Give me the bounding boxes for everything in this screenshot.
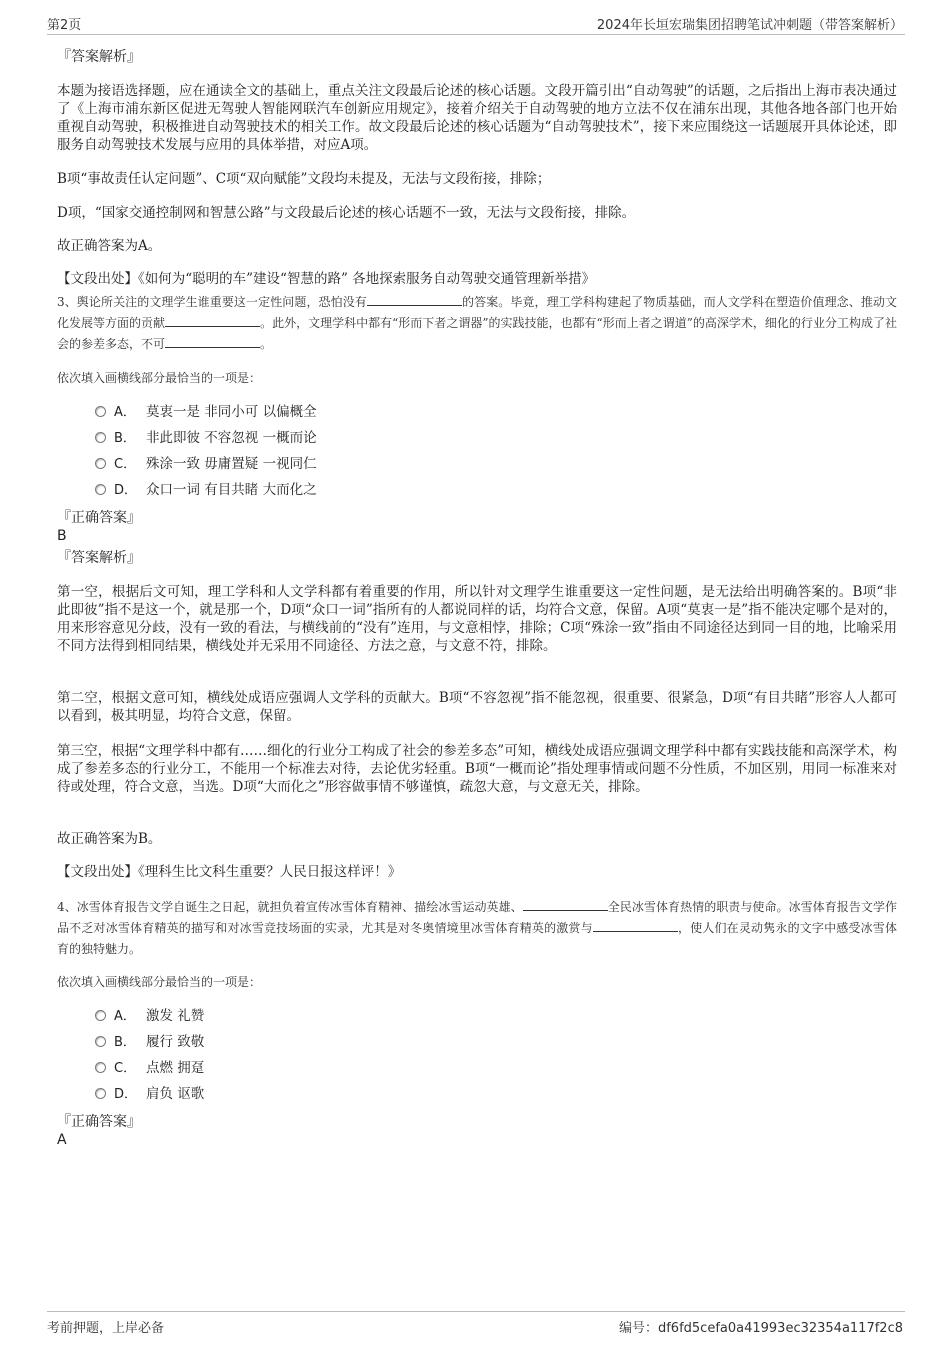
radio-icon[interactable] — [95, 1062, 106, 1073]
analysis-paragraph: 第三空，根据“文理学科中都有……细化的行业分工构成了社会的参差多态”可知，横线处成语应强调文理学科中都有实践技能和高深学术，构成了参差多态的行业分工，不能用一个标准去对待，去论优劣轻重。B项“一概而论”指处理事情或问题不分性质，不加区别，用同一标准来对待或处理，符合文意，当选。D项“大而化之”形容做事情不够谨慎，疏忽大意，与文意无关，排除。 — [57, 743, 897, 795]
answer-conclusion: 故正确答案为A。 — [57, 238, 162, 254]
analysis-label-q2: 『答案解析』 — [57, 49, 141, 65]
fill-blank — [165, 313, 260, 327]
page-footer — [47, 1311, 905, 1334]
option-b[interactable]: B． 履行 致敬 — [95, 1033, 204, 1052]
radio-icon[interactable] — [95, 406, 106, 417]
question-instruction: 依次填入画横线部分最恰当的一项是： — [57, 975, 262, 989]
option-d[interactable]: D． 众口一词 有目共睹 大而化之 — [95, 481, 317, 500]
radio-icon[interactable] — [95, 484, 106, 495]
page-header — [47, 12, 905, 35]
radio-icon[interactable] — [95, 1036, 106, 1047]
option-a[interactable]: A． 激发 礼赞 — [95, 1007, 204, 1026]
analysis-paragraph: B项“事故责任认定问题”、C项“双向赋能”文段均未提及，无法与文段衔接，排除； — [57, 171, 551, 187]
fill-blank — [367, 292, 462, 306]
document-title: 2024年长垣宏瑞集团招聘笔试冲刺题（带答案解析） — [596, 18, 903, 33]
footer-slogan: 考前押题，上岸必备 — [47, 1321, 165, 1336]
analysis-label: 『答案解析』 — [57, 550, 141, 566]
analysis-paragraph: 第二空，根据文意可知，横线处成语应强调人文学科的贡献大。B项“不容忽视”指不能忽视，很重要、很紧急，D项“有目共睹”形容人人都可以看到，极其明显，均符合文意，保留。 — [57, 690, 897, 724]
passage-source: 【文段出处】《如何为“聪明的车”建设“智慧的路” 各地探索服务自动驾驶交通管理新举措》 — [57, 271, 596, 287]
passage-source: 【文段出处】《理科生比文科生重要？人民日报这样评！》 — [57, 864, 402, 880]
radio-icon[interactable] — [95, 1088, 106, 1099]
radio-icon[interactable] — [95, 432, 106, 443]
document-code: 编号：df6fd5cefa0a41993ec32354a117f2c8 — [618, 1321, 903, 1336]
correct-answer: A — [57, 1132, 67, 1148]
correct-answer-label: 『正确答案』 — [57, 1114, 141, 1130]
fill-blank — [165, 334, 260, 348]
page-number: 第2页 — [47, 18, 82, 33]
analysis-paragraph: 本题为接语选择题，应在通读全文的基础上，重点关注文段最后论述的核心话题。文段开篇引出“自动驾驶”的话题，之后指出上海市表决通过了《上海市浦东新区促进无驾驶人智能网联汽车创新应用规定》，接着介绍关于自动驾驶的地方立法不仅在浦东出现，其他各地各部门也开始重视自动驾驶，积极推进自动驾驶技术的相关工作。故文段最后论述的核心话题为“自动驾驶技术”，接下来应围绕这一话题展开具体论述，即服务自动驾驶技术发展与应用的具体举措，对应A项。 — [57, 83, 897, 153]
analysis-paragraph: 第一空，根据后文可知，理工学科和人文学科都有着重要的作用，所以针对文理学生谁重要这一定性问题，是无法给出明确答案的。B项“非此即彼”指不是这一个，就是那一个，D项“众口一词”指所有的人都说同样的话，均符合文意，保留。A项“莫衷一是”指不能决定哪个是对的，用来形容意见分歧，没有一致的看法，与横线前的“没有”连用，与文意相悖，排除；C项“殊涂一致”指由不同途径达到同一目的地，比喻采用不同方法得到相同结果，横线处并无采用不同途径、方法之意，与文意不符，排除。 — [57, 584, 897, 654]
question-stem-4: 4、冰雪体育报告文学自诞生之日起，就担负着宣传冰雪体育精神、描绘冰雪运动英雄、 全民冰雪体育热情的职责与使命。冰雪体育报告文学作品不乏对冰雪体育精英的描写和对冰雪竞技场面的实录，尤其是对冬奥情境里冰雪体育精英的激赏与 ，使人们在灵动隽永的文字中感受冰雪体育的独特魅力。 — [57, 897, 897, 960]
fill-blank — [593, 918, 678, 932]
option-d[interactable]: D． 肩负 讴歌 — [95, 1085, 204, 1104]
radio-icon[interactable] — [95, 1010, 106, 1021]
fill-blank — [523, 897, 608, 911]
correct-answer: B — [57, 528, 67, 544]
option-a[interactable]: A． 莫衷一是 非同小可 以偏概全 — [95, 403, 317, 422]
option-b[interactable]: B． 非此即彼 不容忽视 一概而论 — [95, 429, 317, 448]
question-instruction: 依次填入画横线部分最恰当的一项是： — [57, 371, 262, 385]
analysis-paragraph: D项，“国家交通控制网和智慧公路”与文段最后论述的核心话题不一致，无法与文段衔接，排除。 — [57, 205, 636, 221]
question-stem-3: 3、舆论所关注的文理学生谁重要这一定性问题，恐怕没有 的答案。毕竟，理工学科构建起了物质基础，而人文学科在塑造价值理念、推动文化发展等方面的贡献 。此外，文理学科中都有“形而下者之谓器”的实践技能，也都有“形而上者之谓道”的高深学术，细化的行业分工构成了社会的参差多态，不可 。 — [57, 292, 897, 355]
correct-answer-label: 『正确答案』 — [57, 510, 141, 526]
option-c[interactable]: C． 点燃 拥趸 — [95, 1059, 204, 1078]
answer-conclusion: 故正确答案为B。 — [57, 831, 162, 847]
radio-icon[interactable] — [95, 458, 106, 469]
option-c[interactable]: C． 殊涂一致 毋庸置疑 一视同仁 — [95, 455, 317, 474]
